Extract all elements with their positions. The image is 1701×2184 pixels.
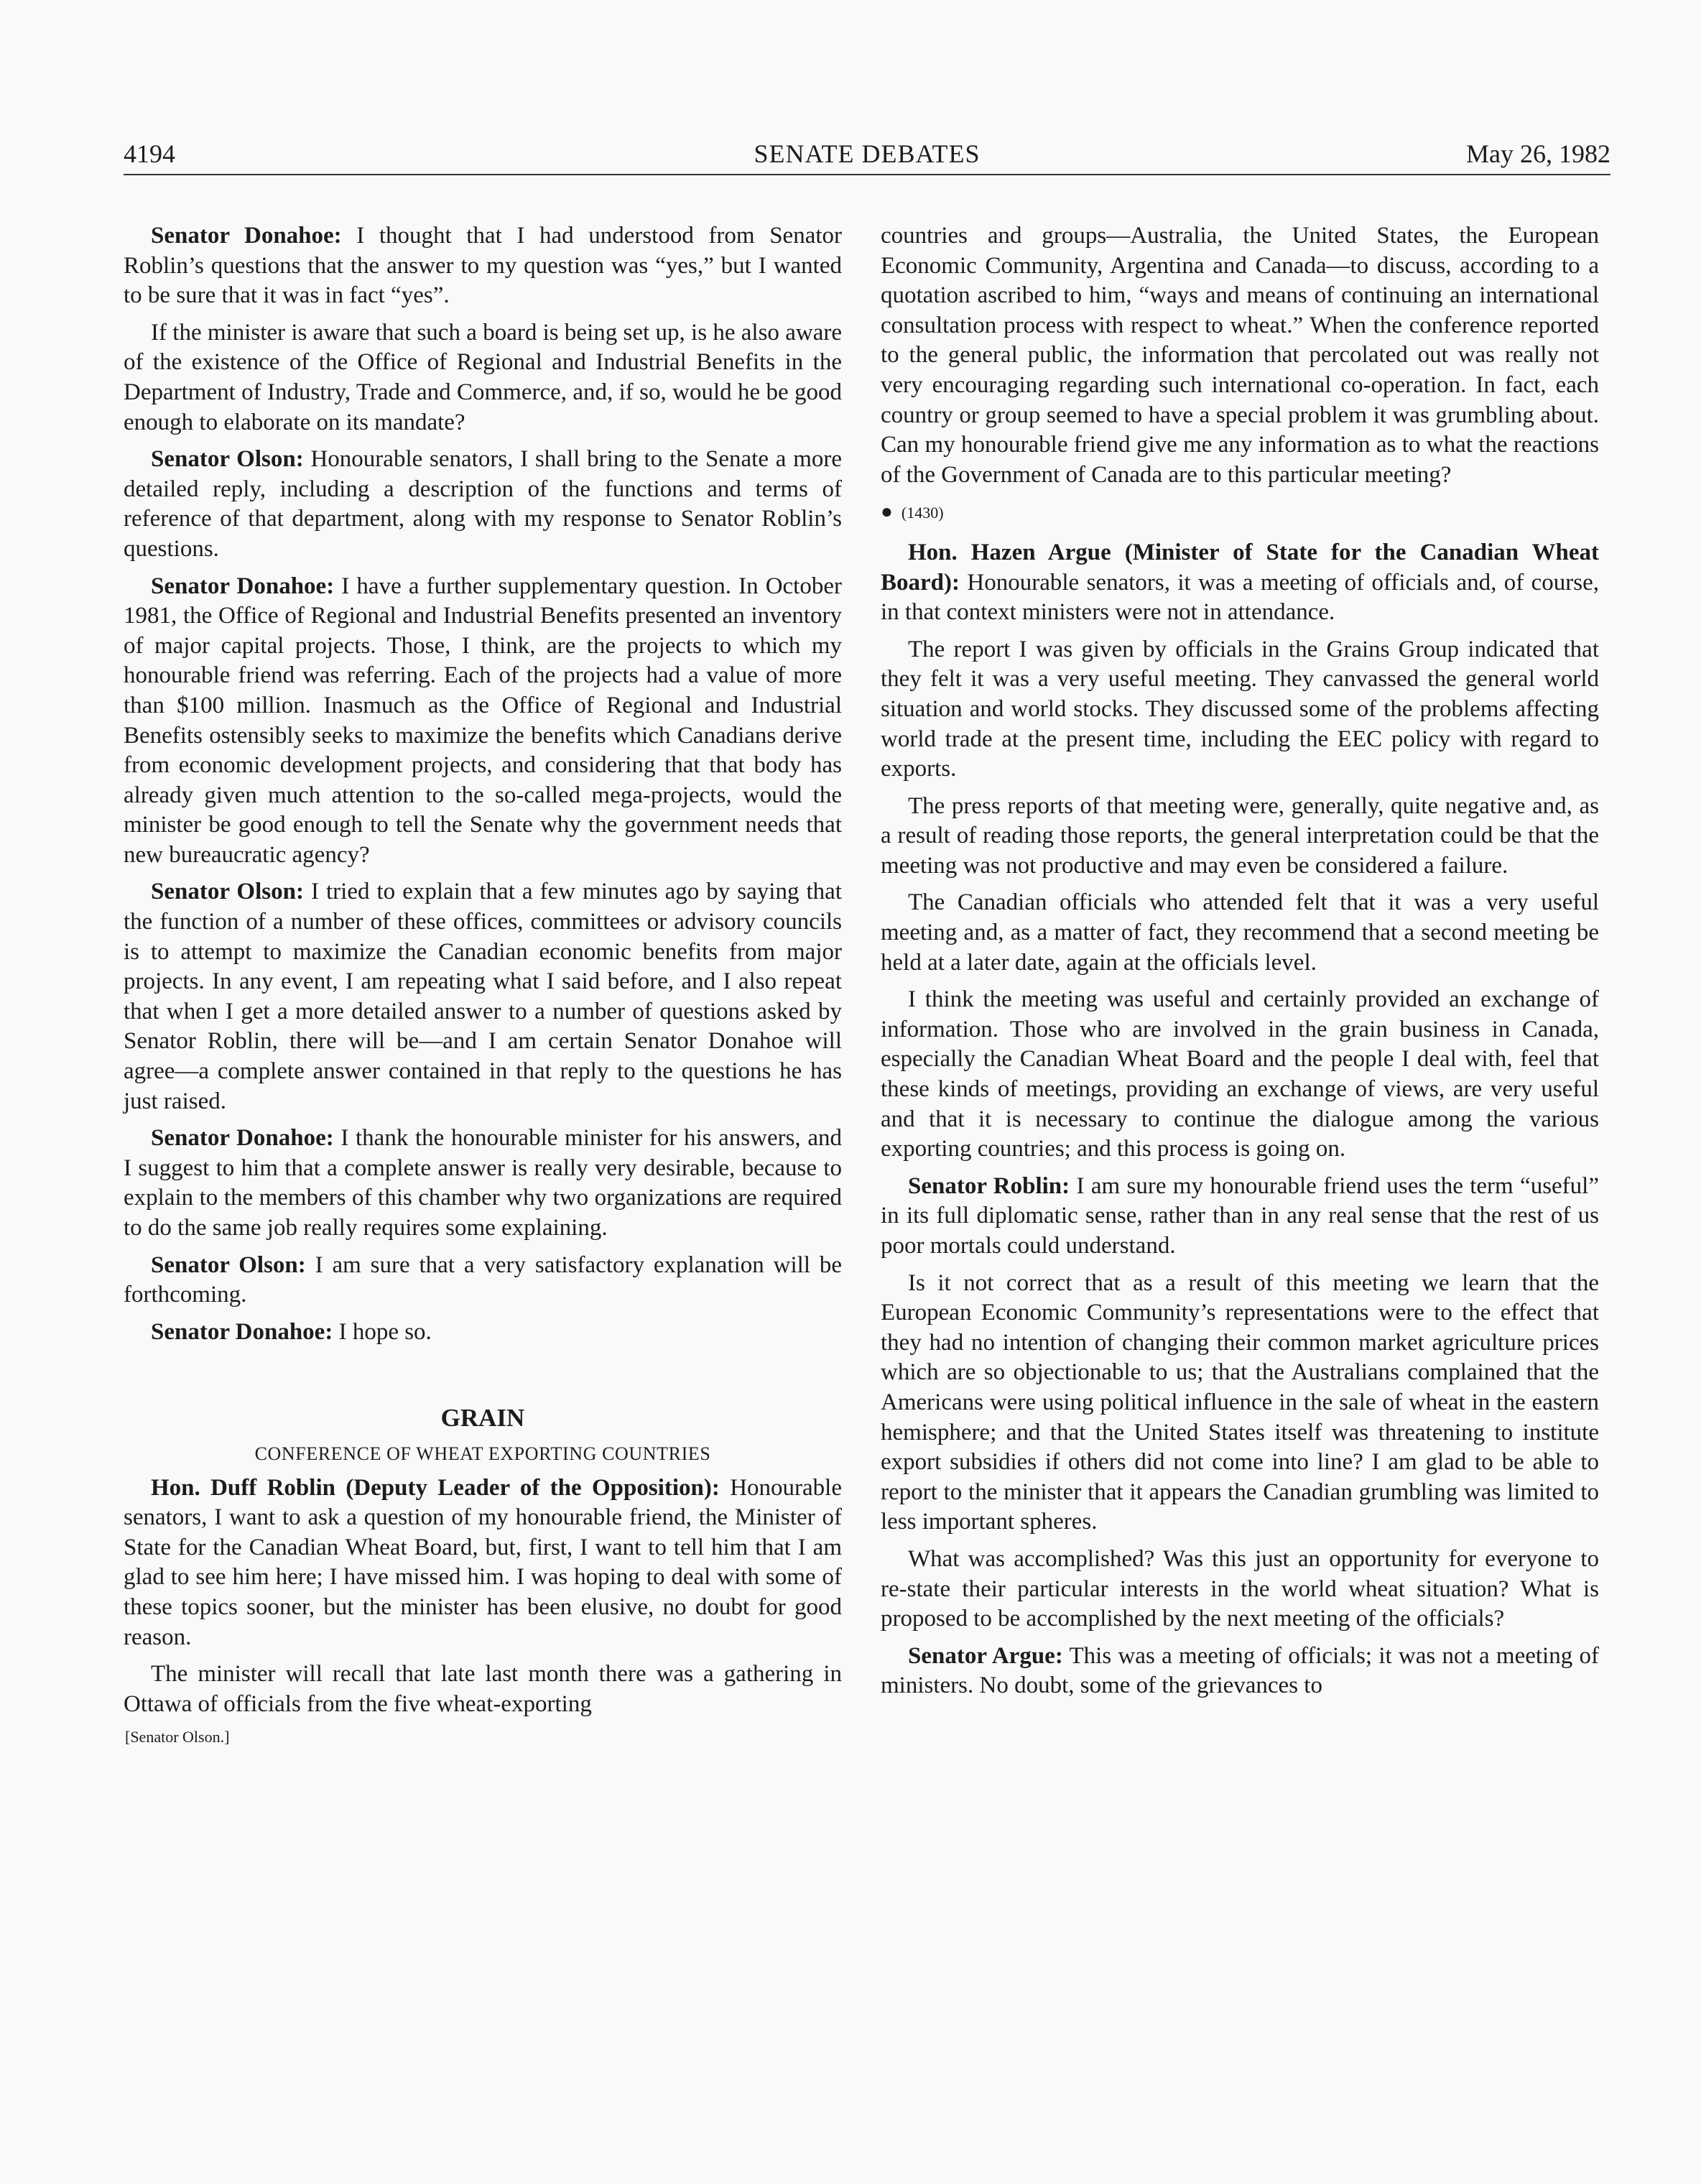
paragraph [881, 635, 1599, 785]
paragraph [124, 318, 842, 438]
paragraph-text: The minister will recall that late last month there was a gathering in Ottawa of officials from the five wheat-exporting [124, 1661, 842, 1717]
paragraph-text: If the minister is aware that such a board is being set up, is he also aware of the existence of the Office of Regional and Industrial Benefits in the Department of Industry, Trade and Commerce, and, if so, would he be good enough to elaborate on its mandate? [124, 319, 842, 435]
paragraph [124, 445, 842, 564]
speaker-name: Hon. Duff Roblin (Deputy Leader of the Opposition): [151, 1474, 720, 1501]
paragraph [881, 1545, 1599, 1634]
paragraph-text: Is it not correct that as a result of this meeting we learn that the European Economic Community’s representations were to the effect that they had no intention of changing their common market agriculture prices which are so objectionable to us; that the Australians complained that the Americans were using political influence in the sale of wheat in the eastern hemisphere; and that the United States itself was threatening to institute export subsidies if others did not come into line? I am glad to be able to report to the minister that it appears the Canadian grumbling was limited to less important spheres. [881, 1269, 1599, 1535]
paragraph [124, 1660, 842, 1719]
speaker-name: Senator Donahoe: [151, 573, 335, 599]
paragraph-text: I thought that I had understood from Senator Roblin’s questions that the answer to my question was “yes,” but I wanted to be sure that it was in fact “yes”. [124, 223, 842, 309]
speaker-name: Senator Olson: [151, 446, 304, 473]
page-header [124, 138, 1610, 175]
speaker-name: Senator Roblin: [908, 1172, 1070, 1199]
paragraph-text: I think the meeting was useful and certainly provided an exchange of information. Those who are involved in the grain business in Canada, especially the Canadian Wheat Board and the people I deal with, feel that these kinds of meetings, providing an exchange of views, are very useful and that it is necessary to continue the dialogue among the various exporting countries; and this process is going on. [881, 986, 1599, 1162]
time-marker [881, 497, 1599, 528]
paragraph [124, 1124, 842, 1243]
paragraph [124, 221, 842, 311]
speaker-name: Senator Argue: [908, 1642, 1063, 1669]
page-number: 4194 [124, 139, 175, 168]
paragraph [124, 572, 842, 871]
paragraph [124, 877, 842, 1116]
bullet-icon: ● [881, 501, 893, 524]
paragraph [881, 985, 1599, 1165]
speaker-name: Senator Olson: [151, 879, 304, 905]
paragraph [881, 1172, 1599, 1262]
running-title: SENATE DEBATES [754, 139, 981, 168]
paragraph [881, 1269, 1599, 1537]
speaker-name: Senator Donahoe: [151, 1125, 334, 1152]
paragraph-text: I tried to explain that a few minutes ago by saying that the function of a number of these offices, committees or advisory councils is to attempt to maximize the Canadian economic benefits from major projects. In any event, I am repeating what I said before, and I also repeat that when I get a more detailed answer to a number of questions asked by Senator Roblin, there will be—and I am certain Senator Donahoe will agree—a complete answer contained in that reply to the questions he has just raised. [124, 879, 842, 1114]
paragraph [124, 1473, 842, 1653]
left-column [124, 221, 842, 1752]
section-heading: GRAIN [440, 1404, 525, 1433]
page-footnote: [Senator Olson.] [125, 1728, 230, 1746]
paragraph-text: The report I was given by officials in the Grains Group indicated that they felt it was a very useful meeting. They canvassed the general world situation and world stocks. They discussed some of the problems affecting world trade at the present time, including the EEC policy with regard to exports. [881, 636, 1599, 782]
paragraph-text: I am sure my honourable friend uses the term “useful” in its full diplomatic sense, rather than in any real sense that the rest of us poor mortals could understand. [881, 1172, 1599, 1259]
paragraph-text: The press reports of that meeting were, generally, quite negative and, as a result of reading those reports, the general interpretation could be that the meeting was not productive and may even be considered a failure. [881, 792, 1599, 879]
paragraph [881, 1642, 1599, 1701]
paragraph [881, 221, 1599, 490]
paragraph-text: I thank the honourable minister for his answers, and I suggest to him that a complete answer is really very desirable, because to explain to the members of this chamber why two organizations are required to do the same job really requires some explaining. [124, 1125, 842, 1241]
speaker-name: Hon. Hazen Argue (Minister of State for the Canadian Wheat Board): [881, 539, 1599, 596]
paragraph [881, 538, 1599, 628]
paragraph-text: What was accomplished? Was this just an opportunity for everyone to re-state their particular interests in the world wheat situation? What is proposed to be accomplished by the next meeting of the officials? [881, 1545, 1599, 1632]
speaker-name: Senator Donahoe: [151, 223, 342, 249]
paragraph-text: I hope so. [333, 1318, 432, 1345]
paragraph-text: Honourable senators, it was a meeting of officials and, of course, in that context ministers were not in attendance. [881, 569, 1599, 626]
paragraph [881, 888, 1599, 978]
right-column [881, 221, 1599, 1708]
paragraph [124, 1251, 842, 1310]
paragraph-text: Honourable senators, I shall bring to the Senate a more detailed reply, including a description of the functions and terms of reference of that department, along with my response to Senator Roblin’s questions. [124, 446, 842, 562]
paragraph-text: This was a meeting of officials; it was not a meeting of ministers. No doubt, some of the grievances to [881, 1642, 1599, 1699]
speaker-name: Senator Olson: [151, 1251, 306, 1278]
paragraph-text: I have a further supplementary question. In October 1981, the Office of Regional and Industrial Benefits presented an inventory of major capital projects. Those, I think, are the projects to which my honourable friend was referring. Each of the projects had a value of more than $100 million. Inasmuch as the Office of Regional and Industrial Benefits ostensibly seeks to maximize the benefits which Canadians derive from economic development projects, and considering that that body has already given much attention to the so-called mega-projects, would the minister be good enough to tell the Senate why the government needs that new bureaucratic agency? [124, 573, 842, 868]
paragraph-text: I am sure that a very satisfactory explanation will be forthcoming. [124, 1251, 842, 1308]
paragraph [881, 792, 1599, 882]
paragraph-text: The Canadian officials who attended felt that it was a very useful meeting and, as a matter of fact, they recommend that a second meeting be held at a later date, again at the officials level. [881, 889, 1599, 976]
paragraph-text: countries and groups—Australia, the United States, the European Economic Community, Argentina and Canada—to discuss, according to a quotation ascribed to him, “ways and means of continuing an international consultation process with respect to wheat.” When the conference reported to the general public, the information that percolated out was really not very encouraging regarding such international co-operation. In fact, each country or group seemed to have a special problem it was grumbling about. Can my honourable friend give me any information as to what the reactions of the Government of Canada are to this particular meeting? [881, 223, 1599, 488]
speaker-name: Senator Donahoe: [151, 1318, 333, 1345]
page-date: May 26, 1982 [1466, 139, 1610, 168]
paragraph [124, 1318, 842, 1348]
time-marker-label: (1430) [901, 504, 944, 522]
paragraph-text: Honourable senators, I want to ask a question of my honourable friend, the Minister of State for the Canadian Wheat Board, but, first, I want to tell him that I am glad to see him here; I have missed him. I was hoping to deal with some of these topics sooner, but the minister has been elusive, no doubt for good reason. [124, 1474, 842, 1650]
section-subheading: CONFERENCE OF WHEAT EXPORTING COUNTRIES [254, 1443, 711, 1464]
